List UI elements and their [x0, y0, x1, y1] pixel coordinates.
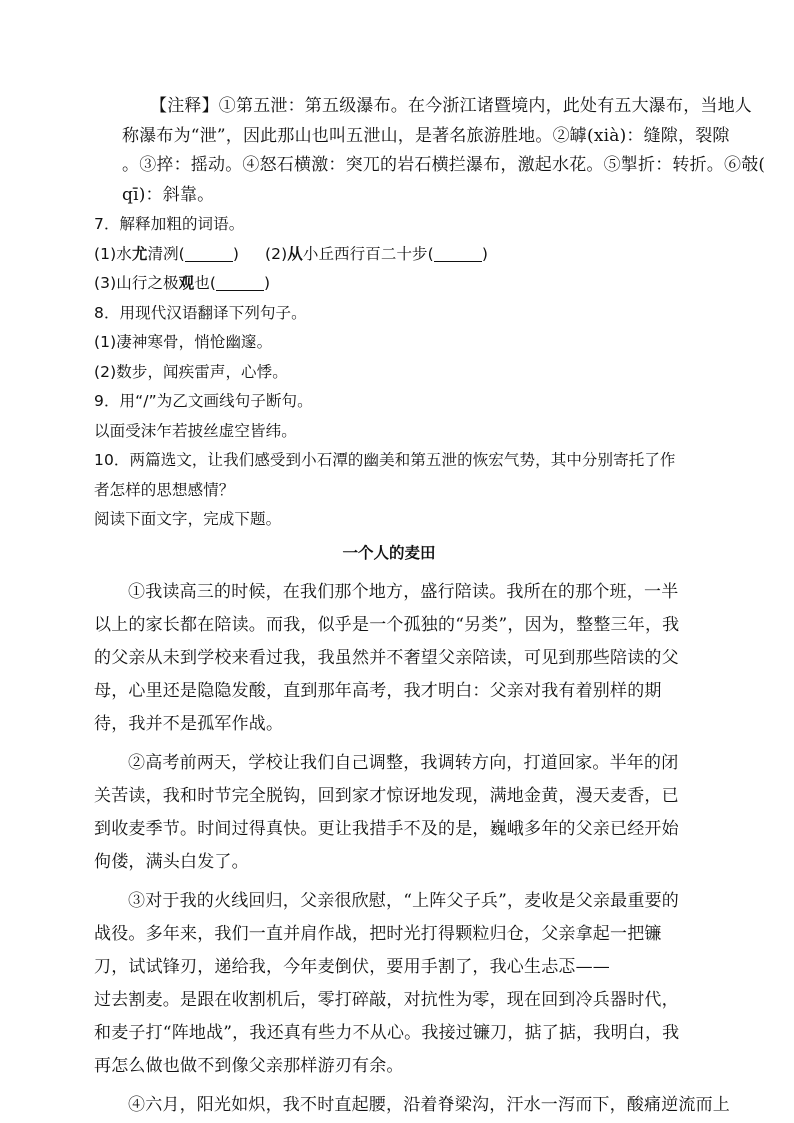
question-8-item1: (1)凄神寒骨，悄怆幽邃。	[94, 333, 273, 351]
note-line: 。③捽：摇动。④怒石横激：突兀的岩石横拦瀑布，激起水花。⑤掣折：转折。⑥攲(	[122, 155, 766, 175]
q7-item2-close: )	[481, 244, 488, 263]
q7-item2-bold: 从	[287, 244, 303, 263]
q7-item1-pre: (1)水	[94, 244, 132, 263]
question-7-items-row	[94, 240, 684, 270]
question-10-line2: 者怎样的思想感情？	[94, 480, 235, 499]
annotation-note	[122, 92, 766, 210]
questions-section	[94, 210, 684, 535]
q7-item3-post: 也(	[194, 274, 217, 292]
story-title: 一个人的麦田	[342, 543, 436, 562]
question-9-sentence: 以面受沫乍若披丝虚空皆纬。	[94, 421, 297, 440]
q7-item1-bold: 尤	[131, 244, 148, 263]
q7-item3-bold: 观	[178, 274, 195, 292]
q7-item3-close: )	[264, 274, 271, 292]
q7-item2-blank[interactable]	[434, 243, 482, 262]
q7-item3-blank[interactable]	[216, 272, 264, 291]
story-paragraph: ③对于我的火线回归，父亲很欣慰，“上阵父子兵”，麦收是父亲最重要的战役。多年来，我们一直并肩作战，把时光打得颗粒归仓，父亲拿起一把镰刀，试试锋刃，递给我，今年麦倒伏，要用手割了，我心生忐忑——	[94, 891, 679, 977]
q7-item3-pre: (3)山行之极	[94, 274, 179, 292]
question-7-prompt: 7．解释加粗的词语。	[94, 215, 245, 233]
q7-item2-post: 小丘西行百二十步(	[302, 244, 434, 263]
q7-item1-blank[interactable]	[185, 243, 233, 262]
story-paragraph: ①我读高三的时候，在我们那个地方，盛行陪读。我所在的那个班，一半以上的家长都在陪读。而我，似乎是一个孤独的“另类”，因为，整整三年，我的父亲从未到学校来看过我，我虽然并不奢望父亲陪读，可见到那些陪读的父母，心里还是隐隐发酸，直到那年高考，我才明白：父亲对我有着别样的期待，我并不是孤军作战。	[94, 582, 680, 734]
question-10-line1: 10．两篇选文，让我们感受到小石潭的幽美和第五泄的恢宏气势，其中分别寄托了作	[94, 451, 676, 469]
q7-item1-post: 清冽(	[147, 244, 185, 263]
note-line: 称瀑布为“泄”，因此那山也叫五泄山，是著名旅游胜地。②罅(xià)：缝隙，裂隙	[122, 125, 730, 146]
story-paragraph: ④六月，阳光如炽，我不时直起腰，沿着脊梁沟，汗水一泻而下，酸痛逆流而上	[128, 1095, 730, 1115]
note-line: qī)：斜靠。	[122, 184, 215, 205]
question-7-item3-row	[94, 269, 684, 299]
story-body	[94, 576, 730, 1122]
question-9-prompt: 9．用“/”为乙文画线句子断句。	[94, 392, 313, 410]
q7-item1	[94, 245, 239, 263]
q7-item2	[265, 245, 488, 263]
q7-item1-close: )	[232, 244, 239, 263]
note-line: 【注释】①第五泄：第五级瀑布。在今浙江诸暨境内，此处有五大瀑布，当地人	[150, 96, 752, 116]
story-paragraph: 过去割麦。是跟在收割机后，零打碎敲，对抗性为零，现在回到冷兵器时代，和麦子打“阵地战”，我还真有些力不从心。我接过镰刀，掂了掂，我明白，我再怎么做也做不到像父亲那样游刃有余。	[94, 990, 680, 1076]
story-paragraph: ②高考前两天，学校让我们自己调整，我调转方向，打道回家。半年的闭关苦读，我和时节完全脱钩，回到家才惊讶地发现，满地金黄，漫天麦香，已到收麦季节。时间过得真快。更让我措手不及的是，巍峨多年的父亲已经开始佝偻，满头白发了。	[94, 753, 679, 872]
reading-intro: 阅读下面文字，完成下题。	[94, 510, 282, 528]
question-8-prompt: 8．用现代汉语翻译下列句子。	[94, 303, 307, 322]
question-8-item2: (2)数步，闻疾雷声，心悸。	[94, 362, 288, 381]
q7-item2-pre: (2)	[264, 244, 288, 263]
